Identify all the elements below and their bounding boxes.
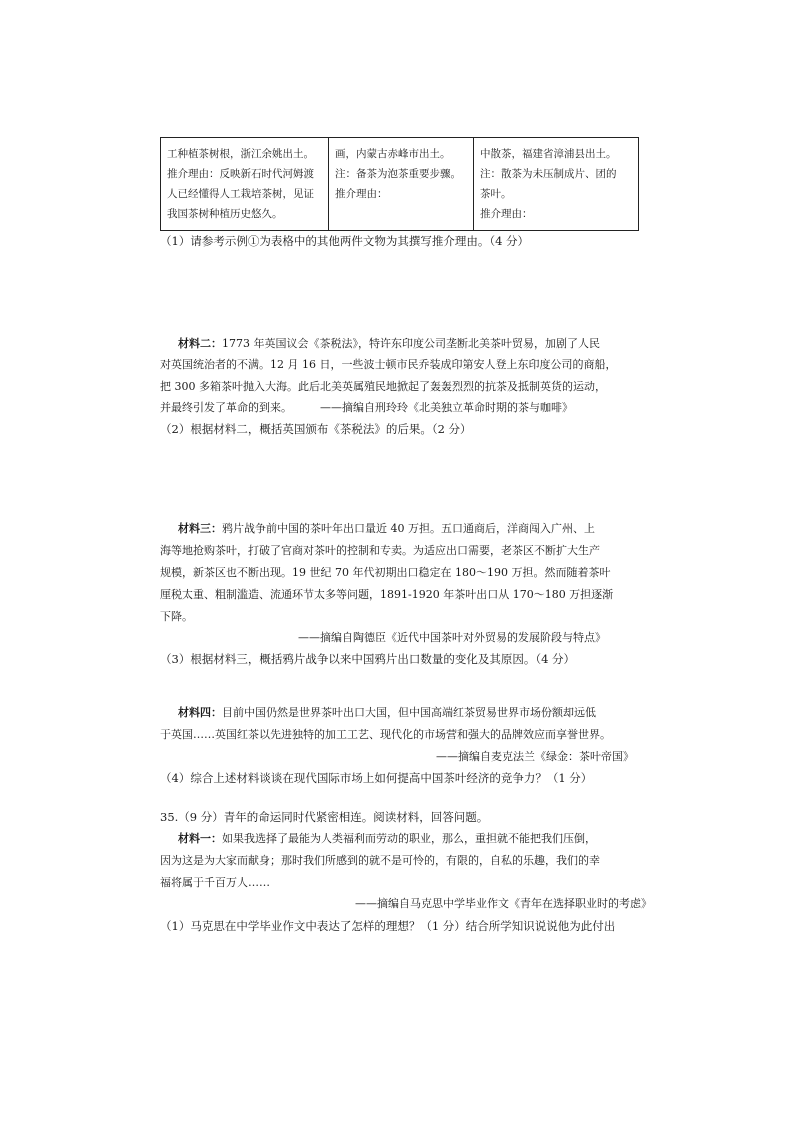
cell-line: 茶叶。 [480, 188, 512, 200]
material-3-line-3: 规模，新茶区也不断出现。19 世纪 70 年代初期出口稳定在 180～190 万担。然而随着茶叶 [160, 566, 611, 579]
cell-line: 我国茶树种植历史悠久。 [167, 208, 283, 220]
material-3-source: ——摘编自陶德臣《近代中国茶叶对外贸易的发展阶段与特点》 [298, 631, 606, 644]
cell-line: 中散茶，福建省漳浦县出土。 [480, 148, 617, 160]
cell-line: 注：备茶为泡茶重要步骤。 [335, 168, 461, 180]
material-2-line-1 [178, 336, 600, 352]
material-2-heading: 材料二： [178, 337, 222, 350]
material-2-line-4 [160, 400, 573, 416]
question-35-1: （1）马克思在中学毕业作文中表达了怎样的理想？（1 分）结合所学知识说说他为此付出 [160, 919, 616, 933]
q35-material-1-line-3: 福将属于千百万人…… [160, 876, 270, 889]
q35-material-1-line-1 [178, 831, 596, 847]
material-4-source: ——摘编自麦克法兰《绿金：茶叶帝国》 [436, 750, 634, 763]
q35-material-1-source: ——摘编自马克思中学毕业作文《青年在选择职业时的考虑》 [355, 897, 652, 910]
material-3-line-5: 下降。 [160, 610, 193, 623]
question-4: （4）综合上述材料谈谈在现代国际市场上如何提高中国茶叶经济的竞争力？（1 分） [160, 771, 593, 785]
material-3-line-4: 厘税太重、粗制滥造、流通环节太多等问题，1891-1920 年茶叶出口从 170～180 万担逐渐 [160, 588, 614, 601]
table-cell-3 [474, 138, 639, 231]
material-3-line-2: 海等地抢购茶叶，打破了官商对茶叶的控制和专卖。为适应出口需要，老茶区不断扩大生产 [160, 544, 600, 557]
q35-material-1-text: 如果我选择了最能为人类福利而劳动的职业，那么，重担就不能把我们压倒， [222, 832, 596, 845]
cell-line: 推介理由： [335, 188, 388, 200]
q35-material-1-line-2: 因为这是为大家而献身；那时我们所感到的就不是可怜的，有限的，自私的乐趣，我们的幸 [160, 854, 600, 867]
material-4-heading: 材料四： [178, 706, 222, 719]
question-2: （2）根据材料二，概括英国颁布《茶税法》的后果。（2 分） [160, 422, 472, 436]
question-35-title: 35.（9 分）青年的命运同时代紧密相连。阅读材料，回答问题。 [160, 810, 489, 824]
material-3-line-1 [178, 521, 595, 537]
question-3: （3）根据材料三，概括鸦片战争以来中国鸦片出口数量的变化及其原因。（4 分） [160, 652, 576, 666]
material-2-line-3: 把 300 多箱茶叶抛入大海。此后北美英属殖民地掀起了轰轰烈烈的抗茶及抵制英货的运动， [160, 380, 606, 393]
material-4-line-1 [178, 705, 596, 721]
cell-line: 工种植茶树根，浙江余姚出土。 [167, 148, 314, 160]
table-row [161, 138, 639, 231]
relics-table [160, 137, 639, 231]
table-cell-1 [161, 138, 329, 231]
cell-line: 画，内蒙古赤峰市出土。 [335, 148, 451, 160]
cell-line: 注：散茶为未压制成片、团的 [480, 168, 617, 180]
table-cell-2 [329, 138, 474, 231]
question-1: （1）请参考示例①为表格中的其他两件文物为其撰写推介理由。（4 分） [160, 234, 530, 248]
cell-line: 推介理由：反映新石时代河姆渡 [167, 168, 314, 180]
material-4-text: 目前中国仍然是世界茶叶出口大国，但中国高端红茶贸易世界市场份额却远低 [222, 706, 596, 719]
material-2-text: 1773 年英国议会《茶税法》，特许东印度公司垄断北美茶叶贸易，加剧了人民 [222, 337, 600, 350]
material-3-heading: 材料三： [178, 522, 222, 535]
material-3-text: 鸦片战争前中国的茶叶年出口量近 40 万担。五口通商后，洋商闯入广州、上 [222, 522, 595, 535]
material-2-source: ——摘编自刑玲玲《北美独立革命时期的茶与咖啡》 [320, 401, 573, 414]
material-2-line-2: 对英国统治者的不满。12 月 16 日，一些波士顿市民乔装成印第安人登上东印度公司的商船， [160, 358, 617, 371]
cell-line: 推介理由： [480, 208, 533, 220]
q35-material-1-heading: 材料一： [178, 832, 222, 845]
material-2-text: 并最终引发了革命的到来。 [160, 401, 292, 414]
material-4-line-2: 于英国……英国红茶以先进独特的加工工艺、现代化的市场营和强大的品牌效应而享誉世界。 [160, 728, 611, 741]
cell-line: 人已经懂得人工栽培茶树，见证 [167, 188, 314, 200]
